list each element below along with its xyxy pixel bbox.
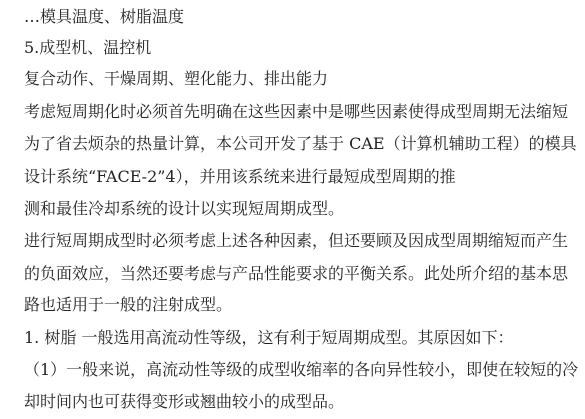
text-line: 1. 树脂 一般选用高流动性等级，这有利于短周期成型。其原因如下：	[24, 328, 514, 347]
text-line: 测和最佳冷却系统的设计以实现短周期成型。	[24, 199, 345, 218]
text-line: （1）一般来说，高流动性等级的成型收缩率的各向异性较小，即使在较短的冷	[24, 360, 579, 379]
text-line: 进行短周期成型时必须考虑上述各种因素，但还要顾及因成型周期缩短而产生	[24, 231, 569, 250]
text-line: 考虑短周期化时必须首先明确在这些因素中是哪些因素使得成型周期无法缩短	[24, 102, 569, 121]
text-line: 的负面效应，当然还要考虑与产品性能要求的平衡关系。此处所介绍的基本思	[24, 264, 569, 283]
text-line: 复合动作、干燥周期、塑化能力、排出能力	[24, 69, 329, 88]
text-line: 却时间内也可获得变形或翘曲较小的成型品。	[24, 392, 345, 411]
text-line: …模具温度、树脂温度	[24, 7, 185, 26]
text-line: 5.成型机、温控机	[24, 38, 152, 57]
text-line: 设计系统“FACE-2”4），并用该系统来进行最短成型周期的推	[24, 167, 456, 186]
text-line: 路也适用于一般的注射成型。	[24, 295, 233, 314]
text-line: 为了省去烦杂的热量计算，本公司开发了基于 CAE（计算机辅助工程）的模具	[24, 134, 577, 153]
